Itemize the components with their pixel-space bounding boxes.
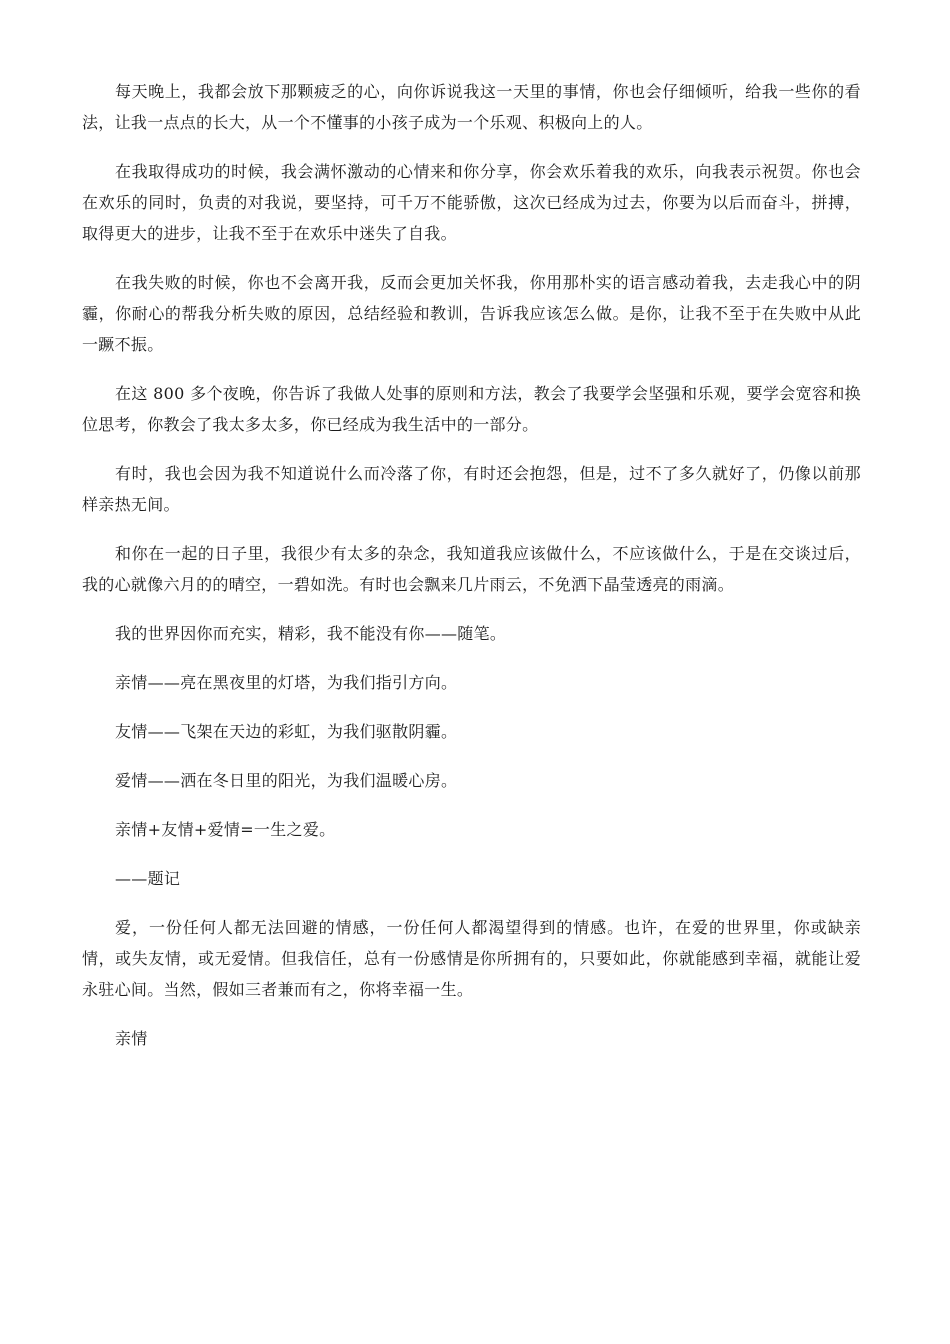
paragraph-my-world: 我的世界因你而充实，精彩，我不能没有你——随笔。	[115, 624, 507, 643]
paragraph-lifelong-love: 亲情+友情+爱情=一生之爱。	[115, 820, 336, 839]
paragraph-love-essay: 爱，一份任何人都无法回避的情感，一份任何人都渴望得到的情感。也许，在爱的世界里，你或缺亲情，或失友情，或无爱情。但我信任，总有一份感情是你所拥有的，只要如此，你就能感到幸福，就能让爱永驻心间。当然，假如三者兼而有之，你将幸福一生。	[82, 918, 861, 999]
paragraph-romance: 爱情——洒在冬日里的阳光，为我们温暖心房。	[115, 771, 458, 790]
paragraph-success: 在我取得成功的时候，我会满怀激动的心情来和你分享，你会欢乐着我的欢乐，向我表示祝贺。你也会在欢乐的同时，负责的对我说，要坚持，可千万不能骄傲，这次已经成为过去，你要为以后而奋斗，拼搏，取得更大的进步，让我不至于在欢乐中迷失了自我。	[82, 162, 861, 243]
paragraph-epigraph-label: ——题记	[115, 869, 181, 888]
paragraph-800-nights: 在这 800 多个夜晚，你告诉了我做人处事的原则和方法，教会了我要学会坚强和乐观，要学会宽容和换位思考，你教会了我太多太多，你已经成为我生活中的一部分。	[82, 384, 861, 434]
paragraph-days-together: 和你在一起的日子里，我很少有太多的杂念，我知道我应该做什么，不应该做什么，于是在交谈过后，我的心就像六月的的晴空，一碧如洗。有时也会飘来几片雨云，不免洒下晶莹透亮的雨滴。	[82, 544, 861, 594]
paragraph-friendship: 友情——飞架在天边的彩虹，为我们驱散阴霾。	[115, 722, 458, 741]
paragraph-family-love: 亲情——亮在黑夜里的灯塔，为我们指引方向。	[115, 673, 458, 692]
section-heading-family: 亲情	[115, 1029, 148, 1048]
paragraph-nightly-talk: 每天晚上，我都会放下那颗疲乏的心，向你诉说我这一天里的事情，你也会仔细倾听，给我一些你的看法，让我一点点的长大，从一个不懂事的小孩子成为一个乐观、积极向上的人。	[82, 82, 861, 132]
paragraph-failure: 在我失败的时候，你也不会离开我，反而会更加关怀我，你用那朴实的语言感动着我，去走我心中的阴霾，你耐心的帮我分析失败的原因，总结经验和教训，告诉我应该怎么做。是你，让我不至于在失败中从此一蹶不振。	[82, 273, 861, 354]
paragraph-sometimes: 有时，我也会因为我不知道说什么而冷落了你，有时还会抱怨，但是，过不了多久就好了，仍像以前那样亲热无间。	[82, 464, 861, 514]
